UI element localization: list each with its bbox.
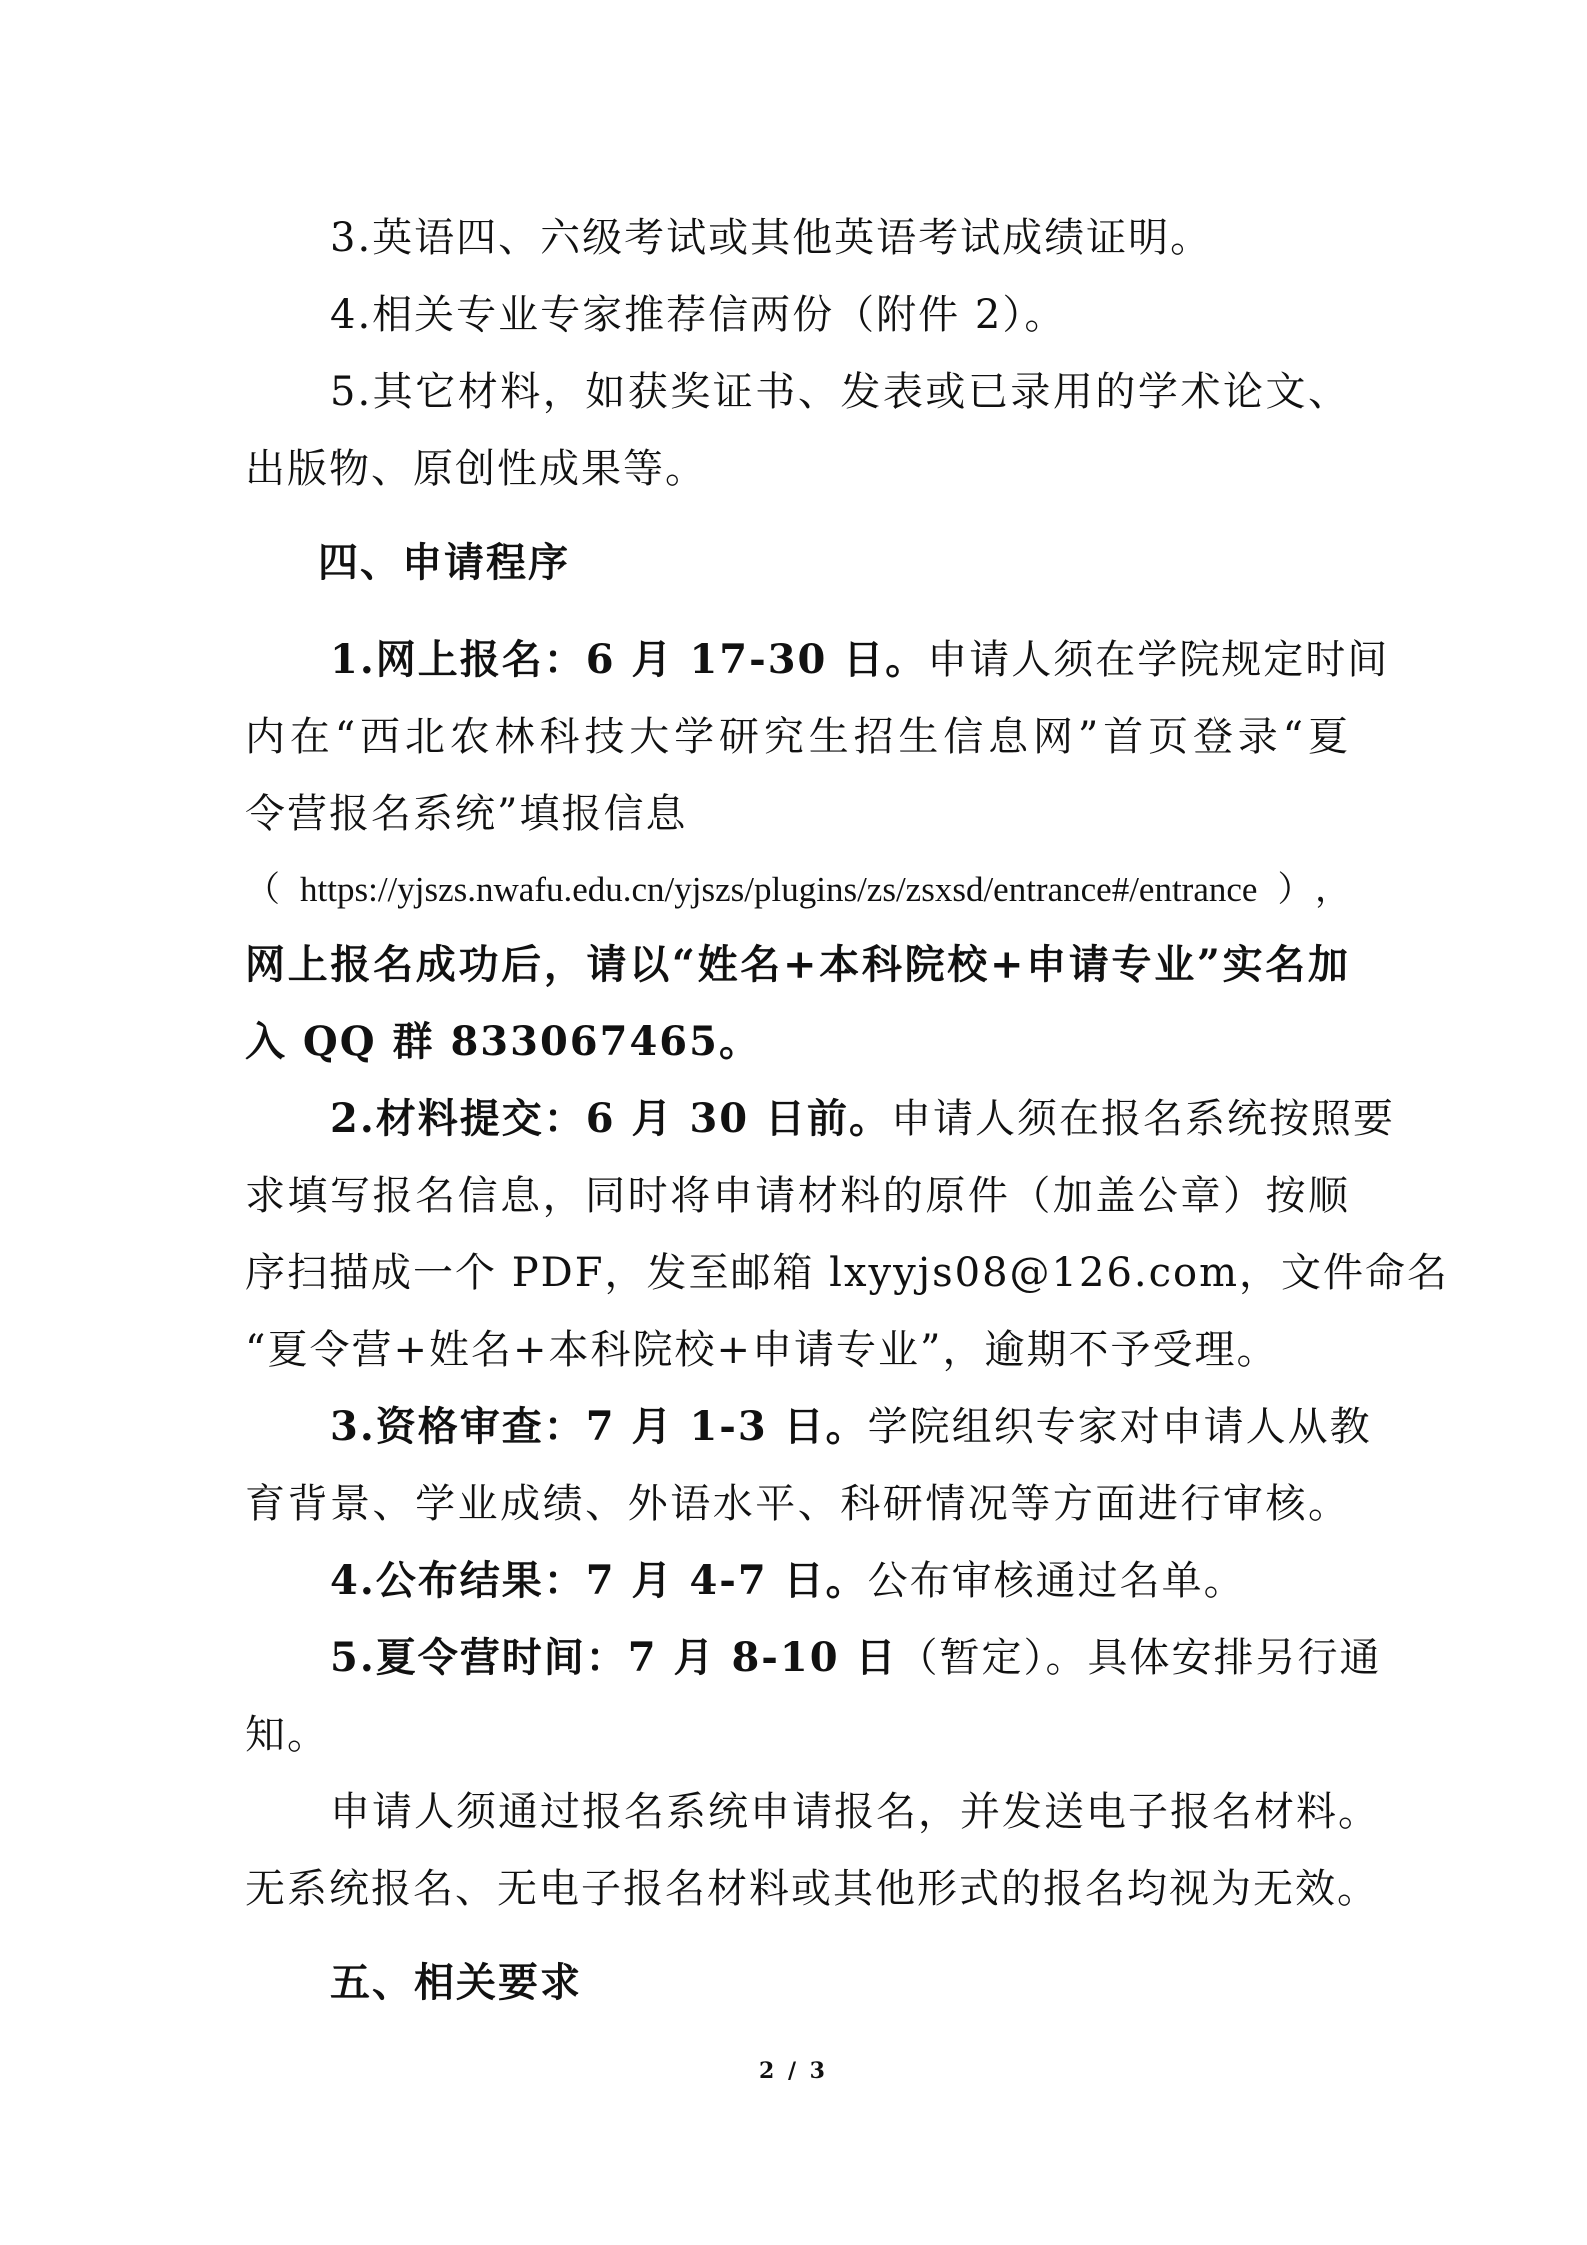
page-number: 2 / 3 <box>759 2058 828 2084</box>
step-2-line-2: 求填写报名信息，同时将申请材料的原件（加盖公章）按顺 <box>245 1173 1350 1219</box>
step-2-lead: 2.材料提交：6 月 30 日前。 <box>330 1095 892 1142</box>
step-1-text: 申请人须在学院规定时间 <box>927 637 1390 683</box>
note-line-1: 申请人须通过报名系统申请报名，并发送电子报名材料。 <box>330 1789 1380 1835</box>
step-1-line-1 <box>330 632 1390 688</box>
step-5-lead: 5.夏令营时间：7 月 8-10 日 <box>330 1634 898 1681</box>
step-2-line-1 <box>330 1091 1396 1147</box>
item-3-text: 3.英语四、六级考试或其他英语考试成绩证明。 <box>330 215 1213 261</box>
step-4-line-1 <box>330 1553 1350 1609</box>
step-1-line-2: 内在“西北农林科技大学研究生招生信息网”首页登录“夏 <box>245 714 1350 760</box>
step-3-text: 学院组织专家对申请人从教 <box>867 1404 1372 1450</box>
step-3-lead: 3.资格审查：7 月 1-3 日。 <box>330 1403 868 1450</box>
section-4-heading: 四、申请程序 <box>318 539 570 586</box>
step-1-line-3: 令营报名系统”填报信息 <box>245 791 688 837</box>
note-line-2: 无系统报名、无电子报名材料或其他形式的报名均视为无效。 <box>245 1866 1379 1912</box>
item-5-text-line-2: 出版物、原创性成果等。 <box>245 446 707 492</box>
step-2-line-4: “夏令营+姓名+本科院校+申请专业”，逾期不予受理。 <box>245 1327 1279 1373</box>
step-5-line-1 <box>330 1630 1382 1686</box>
step-1-bold-line-1: 网上报名成功后，请以“姓名+本科院校+申请专业”实名加 <box>245 941 1350 988</box>
registration-url: （https://yjszs.nwafu.edu.cn/yjszs/plugins/zs/zsxsd/entrance#/entrance）， <box>245 870 1350 909</box>
step-4-lead: 4.公布结果：7 月 4-7 日。 <box>330 1557 868 1604</box>
step-5-text: （暂定）。具体安排另行通 <box>897 1635 1382 1681</box>
step-2-line-3: 序扫描成一个 PDF，发至邮箱 lxyyjs08@126.com，文件命名 <box>245 1250 1450 1296</box>
step-4-text: 公布审核通过名单。 <box>867 1558 1246 1604</box>
step-1-bold-line-2: 入 QQ 群 833067465。 <box>245 1018 761 1065</box>
section-5-heading: 五、相关要求 <box>330 1959 582 2006</box>
item-4-text: 4.相关专业专家推荐信两份（附件 2）。 <box>330 292 1067 338</box>
step-2-text: 申请人须在报名系统按照要 <box>891 1096 1396 1142</box>
step-3-line-1 <box>330 1399 1372 1455</box>
step-3-line-2: 育背景、学业成绩、外语水平、科研情况等方面进行审核。 <box>245 1481 1350 1527</box>
step-5-line-2: 知。 <box>245 1712 329 1758</box>
step-1-lead: 1.网上报名：6 月 17-30 日。 <box>330 636 928 683</box>
item-5-text-line-1: 5.其它材料，如获奖证书、发表或已录用的学术论文、 <box>330 369 1350 415</box>
